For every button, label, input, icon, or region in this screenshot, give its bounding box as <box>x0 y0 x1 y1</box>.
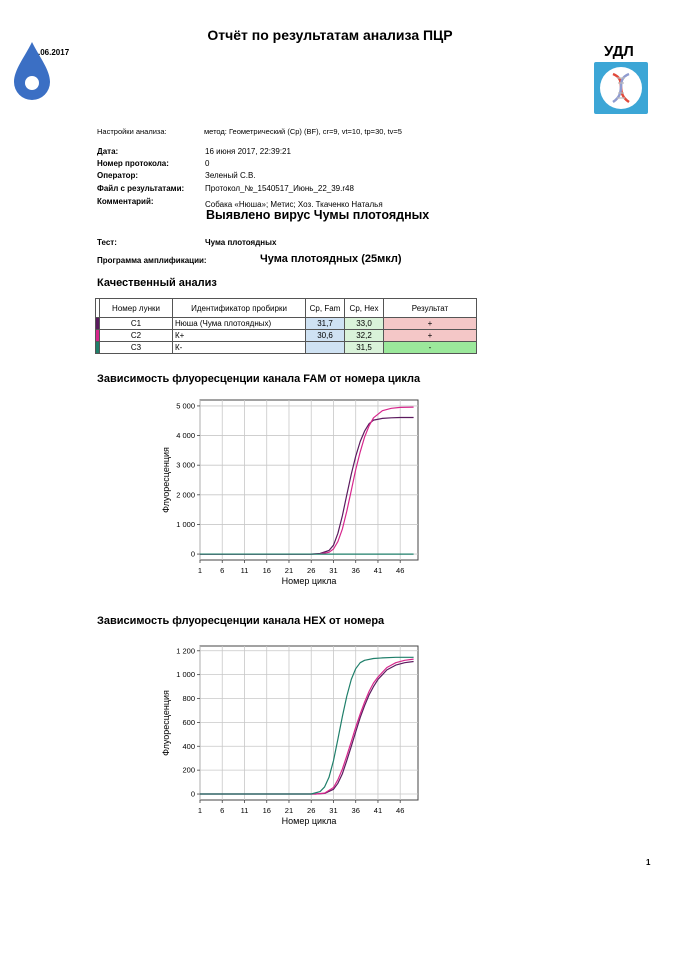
y-tick-label: 1 200 <box>176 646 195 656</box>
protocol-label: Номер протокола: <box>97 159 169 168</box>
comment-label: Комментарий: <box>97 197 154 206</box>
header-cp-fam: Cp, Fam <box>306 299 345 318</box>
hex-fluorescence-chart <box>158 640 423 838</box>
cell-cp-fam: 31,7 <box>306 318 345 330</box>
x-tick-label: 46 <box>396 566 405 575</box>
header-result: Результат <box>384 299 477 318</box>
y-tick-label: 5 000 <box>176 401 195 411</box>
x-axis-label: Номер цикла <box>281 816 337 826</box>
table-row <box>96 330 477 342</box>
y-axis-label: Флуоресценция <box>161 690 171 756</box>
x-tick-label: 16 <box>262 806 271 815</box>
lab-name: УДЛ <box>604 43 634 60</box>
date-label: Дата: <box>97 147 119 156</box>
qualitative-title: Качественный анализ <box>97 277 217 289</box>
y-axis-label: Флуоресценция <box>161 447 171 513</box>
x-tick-label: 41 <box>373 806 383 815</box>
file-value: Протокол_№_1540517_Июнь_22_39.r48 <box>205 184 354 193</box>
x-tick-label: 21 <box>284 566 294 575</box>
dna-logo-icon <box>594 62 648 114</box>
operator-value: Зеленый С.В. <box>205 171 256 180</box>
y-tick-label: 400 <box>182 741 195 751</box>
x-tick-label: 11 <box>240 806 249 815</box>
settings-value: метод: Геометрический (Cp) (BF), cr=9, vt=10, tp=30, tv=5 <box>204 127 402 136</box>
program-label: Программа амплификации: <box>97 256 207 265</box>
operator-label: Оператор: <box>97 171 139 180</box>
cell-tube-id: Нюша (Чума плотоядных) <box>173 318 306 330</box>
y-tick-label: 0 <box>190 549 195 559</box>
x-tick-label: 21 <box>284 806 294 815</box>
fam-chart-title: Зависимость флуоресценции канала FAM от номера цикла <box>97 373 421 385</box>
report-title: Отчёт по результатам анализа ПЦР <box>207 27 453 43</box>
x-tick-label: 6 <box>220 806 225 815</box>
x-tick-label: 1 <box>197 566 203 575</box>
y-tick-label: 200 <box>182 765 195 775</box>
cell-cp-hex: 33,0 <box>345 318 384 330</box>
cell-well: C3 <box>100 342 173 354</box>
x-tick-label: 26 <box>307 806 316 815</box>
x-axis-label: Номер цикла <box>281 576 337 586</box>
y-tick-label: 0 <box>190 789 195 799</box>
hex-chart-title: Зависимость флуоресценции канала HEX от номера <box>97 615 385 627</box>
cell-cp-fam <box>306 342 345 354</box>
cell-well: C1 <box>100 318 173 330</box>
x-tick-label: 11 <box>240 566 249 575</box>
x-tick-label: 26 <box>307 566 316 575</box>
table-row <box>96 318 477 330</box>
report-date-fragment: .06.2017 <box>38 48 70 57</box>
x-tick-label: 41 <box>373 566 383 575</box>
plot-area <box>200 400 418 560</box>
date-value: 16 июня 2017, 22:39:21 <box>205 147 291 156</box>
protocol-value: 0 <box>205 159 210 168</box>
x-tick-label: 31 <box>329 566 338 575</box>
cell-well: C2 <box>100 330 173 342</box>
program-value: Чума плотоядных (25мкл) <box>260 253 402 265</box>
page-number: 1 <box>646 858 651 867</box>
cell-cp-hex: 31,5 <box>345 342 384 354</box>
header-tube-id: Идентификатор пробирки <box>173 299 306 318</box>
results-header-row <box>96 299 477 318</box>
fam-fluorescence-chart <box>158 394 423 598</box>
header-cp-hex: Cp, Hex <box>345 299 384 318</box>
x-tick-label: 46 <box>396 806 405 815</box>
settings-label: Настройки анализа: <box>97 127 167 136</box>
test-value: Чума плотоядных <box>205 238 277 247</box>
header-well: Номер лунки <box>100 299 173 318</box>
table-row <box>96 342 477 354</box>
x-tick-label: 6 <box>220 566 225 575</box>
comment-value: Собака «Нюша»; Метис; Хоз. Ткаченко Наталья <box>205 200 383 209</box>
x-tick-label: 36 <box>351 806 360 815</box>
cell-tube-id: К+ <box>173 330 306 342</box>
comment-finding: Выявлено вирус Чумы плотоядных <box>206 208 430 222</box>
cell-result: + <box>384 318 477 330</box>
y-tick-label: 600 <box>182 717 195 727</box>
y-tick-label: 2 000 <box>176 490 195 500</box>
test-label: Тест: <box>97 238 117 247</box>
cell-result: - <box>384 342 477 354</box>
cell-cp-fam: 30,6 <box>306 330 345 342</box>
y-tick-label: 3 000 <box>176 460 195 470</box>
y-tick-label: 1 000 <box>176 519 195 529</box>
x-tick-label: 1 <box>197 806 203 815</box>
drop-logo-icon <box>12 40 52 102</box>
cell-tube-id: К- <box>173 342 306 354</box>
x-tick-label: 36 <box>351 566 360 575</box>
y-tick-label: 800 <box>182 694 195 704</box>
cell-cp-hex: 32,2 <box>345 330 384 342</box>
y-tick-label: 4 000 <box>176 431 195 441</box>
lab-logo <box>594 62 648 114</box>
x-tick-label: 16 <box>262 566 271 575</box>
cell-result: + <box>384 330 477 342</box>
x-tick-label: 31 <box>329 806 338 815</box>
y-tick-label: 1 000 <box>176 670 195 680</box>
results-table <box>95 298 477 354</box>
file-label: Файл с результатами: <box>97 184 185 193</box>
